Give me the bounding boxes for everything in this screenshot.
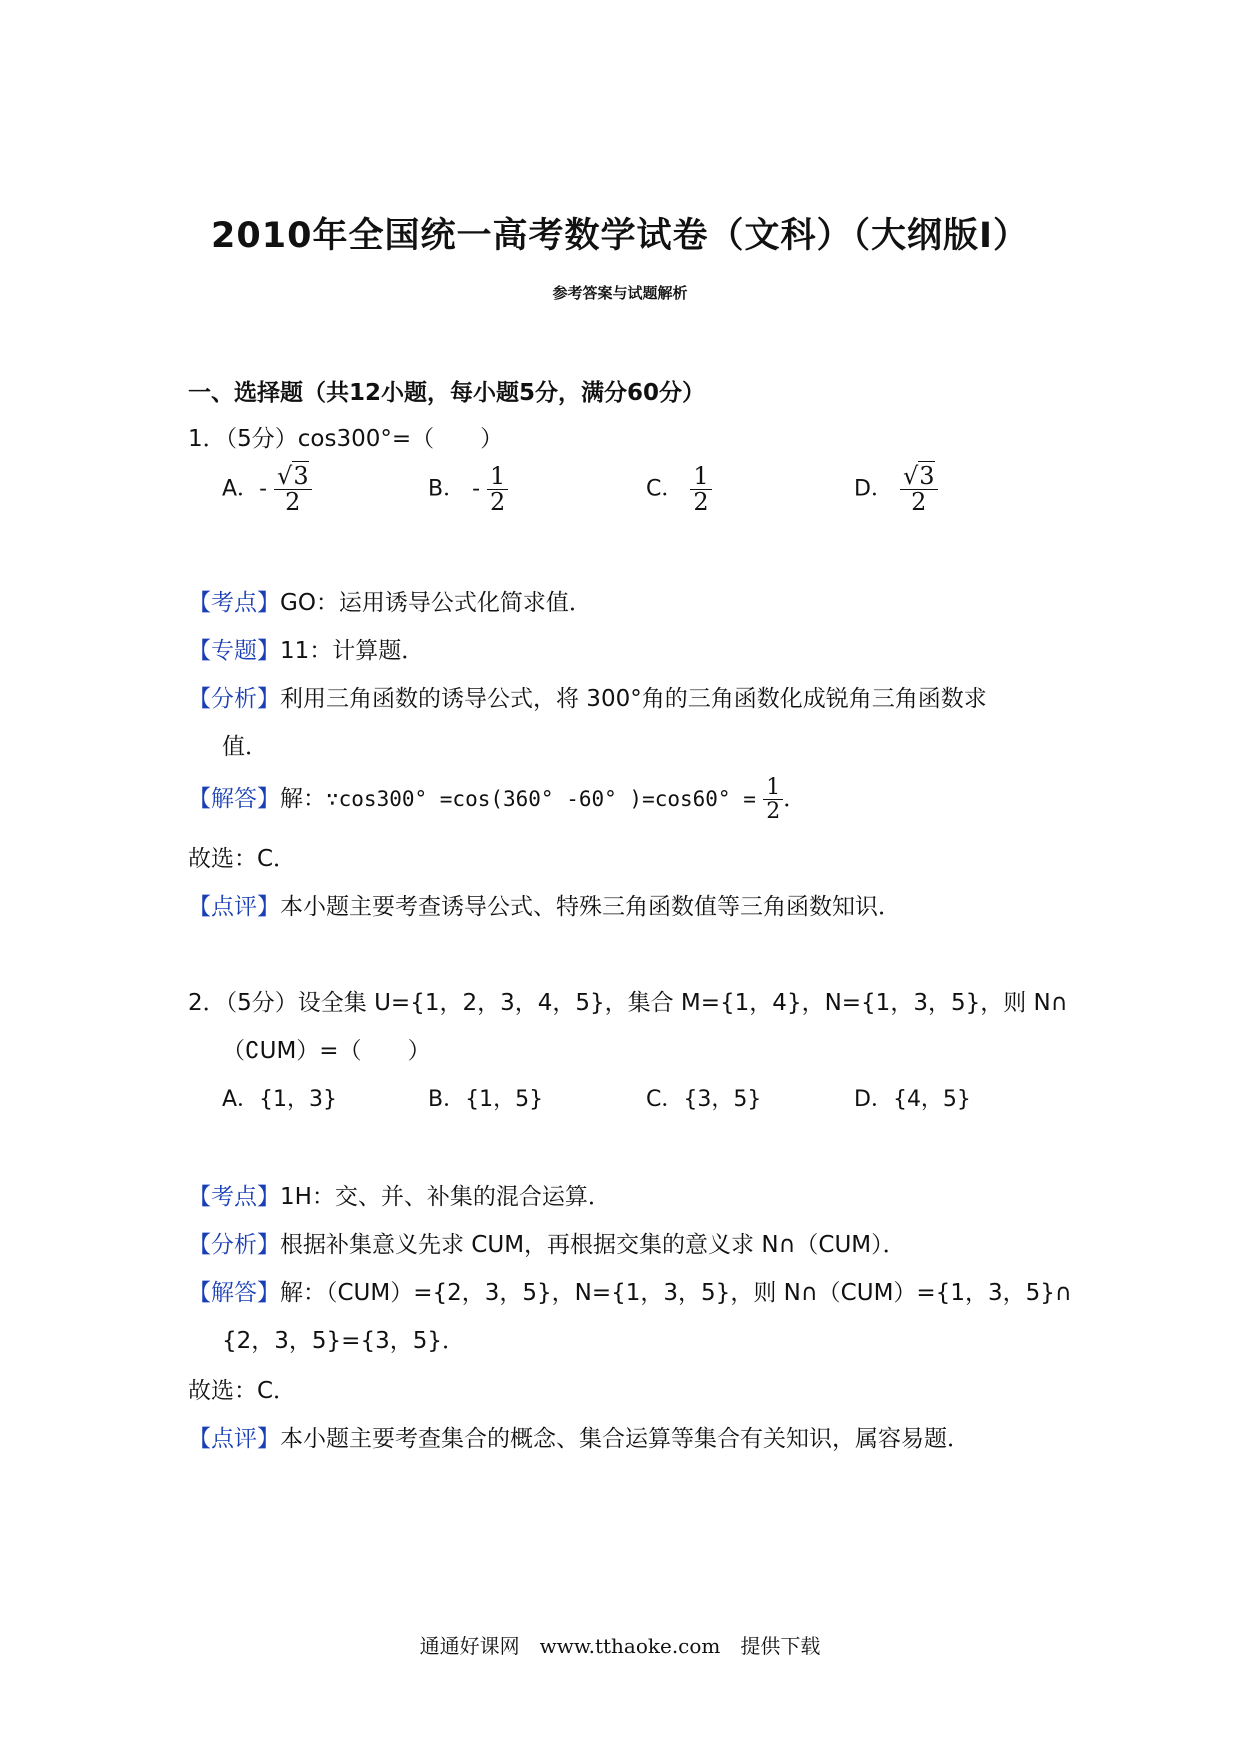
zhuanti-text: 11：计算题． xyxy=(280,638,425,664)
q2-stem: 2．（5分）设全集 U={1，2，3，4，5}，集合 M={1，4}，N={1，3，5}，则 N∩ xyxy=(188,990,1068,1016)
kaodian-text: 1H：交、并、补集的混合运算． xyxy=(280,1184,611,1210)
kaodian-tag: 【考点】 xyxy=(188,590,280,616)
fenxi-tag: 【分析】 xyxy=(188,686,280,712)
fraction xyxy=(763,776,783,823)
dianping-tag: 【点评】 xyxy=(188,1426,280,1452)
fraction: $\frac{√3}{2}$ xyxy=(900,464,938,515)
option-label: A． xyxy=(222,476,260,502)
fenxi-text: 利用三角函数的诱导公式，将 300°角的三角函数化成锐角三角函数求 xyxy=(280,686,987,712)
q1-kaodian xyxy=(188,584,592,617)
q2-stem-cont: （∁UM）=（ ） xyxy=(222,1038,431,1064)
zhuanti-tag: 【专题】 xyxy=(188,638,280,664)
fraction xyxy=(487,464,508,515)
jieda-tag: 【解答】 xyxy=(188,1280,280,1306)
fenxi-text: 根据补集意义先求 CUM，再根据交集的意义求 N∩（CUM）． xyxy=(280,1232,906,1258)
numerator: 1 xyxy=(487,464,508,490)
q2-answer: 故选：C． xyxy=(188,1378,297,1404)
dianping-tag: 【点评】 xyxy=(188,894,280,920)
q1-option-b xyxy=(428,464,508,515)
jieda-tag: 【解答】 xyxy=(188,786,280,813)
minus-sign: - xyxy=(472,476,481,502)
radicand: 3 xyxy=(919,462,935,490)
numerator: 1 xyxy=(690,464,711,490)
section-heading: 一、选择题（共12小题，每小题5分，满分60分） xyxy=(188,380,706,406)
q2-option-d: D．{4，5} xyxy=(854,1087,971,1112)
option-label: B． xyxy=(428,476,466,502)
denominator: 2 xyxy=(693,488,709,517)
q1-zhuanti xyxy=(188,632,424,665)
fenxi-tag: 【分析】 xyxy=(188,1232,280,1258)
q2-option-c: C．{3，5} xyxy=(646,1087,762,1112)
dianping-text: 本小题主要考查诱导公式、特殊三角函数值等三角函数知识． xyxy=(280,894,901,920)
jieda-math: ∵cos300° =cos(360° -60° )=cos60° = xyxy=(326,787,756,812)
q1-option-a xyxy=(222,464,312,515)
minus-sign: - xyxy=(259,476,268,502)
denominator: 2 xyxy=(490,488,506,517)
q1-option-c xyxy=(646,464,712,515)
denominator: 2 xyxy=(911,488,927,517)
denominator: 2 xyxy=(766,799,781,825)
q1-fenxi-cont: 值． xyxy=(222,734,268,760)
q1-answer: 故选：C． xyxy=(188,846,297,872)
numerator: 1 xyxy=(763,776,783,800)
q1-stem: 1．（5分）cos300°=（ ） xyxy=(188,426,504,452)
q2-jieda-cont: {2，3，5}={3，5}． xyxy=(222,1328,465,1354)
q2-dianping xyxy=(188,1420,970,1453)
option-label: D． xyxy=(854,476,893,502)
jieda-end: ． xyxy=(783,786,807,813)
fraction: $\frac{√3}{2}$ xyxy=(274,464,312,515)
option-label: C． xyxy=(646,476,684,502)
q1-fenxi xyxy=(188,680,987,713)
q2-fenxi xyxy=(188,1226,906,1259)
denominator: 2 xyxy=(285,488,301,517)
q1-option-d xyxy=(854,464,938,515)
q1-jieda xyxy=(188,776,806,823)
q2-option-b: B．{1，5} xyxy=(428,1087,544,1112)
kaodian-tag: 【考点】 xyxy=(188,1184,280,1210)
page-footer: 通通好课网 www.tthaoke.com 提供下载 xyxy=(419,1634,821,1658)
page-title: 2010年全国统一高考数学试卷（文科）（大纲版Ⅰ） xyxy=(211,216,1029,256)
jieda-text: 解：（CUM）={2，3，5}，N={1，3，5}，则 N∩（CUM）={1，3，5}∩ xyxy=(280,1280,1072,1306)
dianping-text: 本小题主要考查集合的概念、集合运算等集合有关知识，属容易题． xyxy=(280,1426,970,1452)
radicand: 3 xyxy=(293,462,309,490)
kaodian-text: GO：运用诱导公式化简求值． xyxy=(280,590,592,616)
q2-jieda xyxy=(188,1274,1072,1307)
page-subtitle: 参考答案与试题解析 xyxy=(552,284,688,302)
q2-option-a: A．{1，3} xyxy=(222,1087,338,1112)
jieda-prefix: 解： xyxy=(280,786,326,813)
q1-dianping xyxy=(188,888,901,921)
q2-kaodian xyxy=(188,1178,611,1211)
fraction xyxy=(690,464,711,515)
